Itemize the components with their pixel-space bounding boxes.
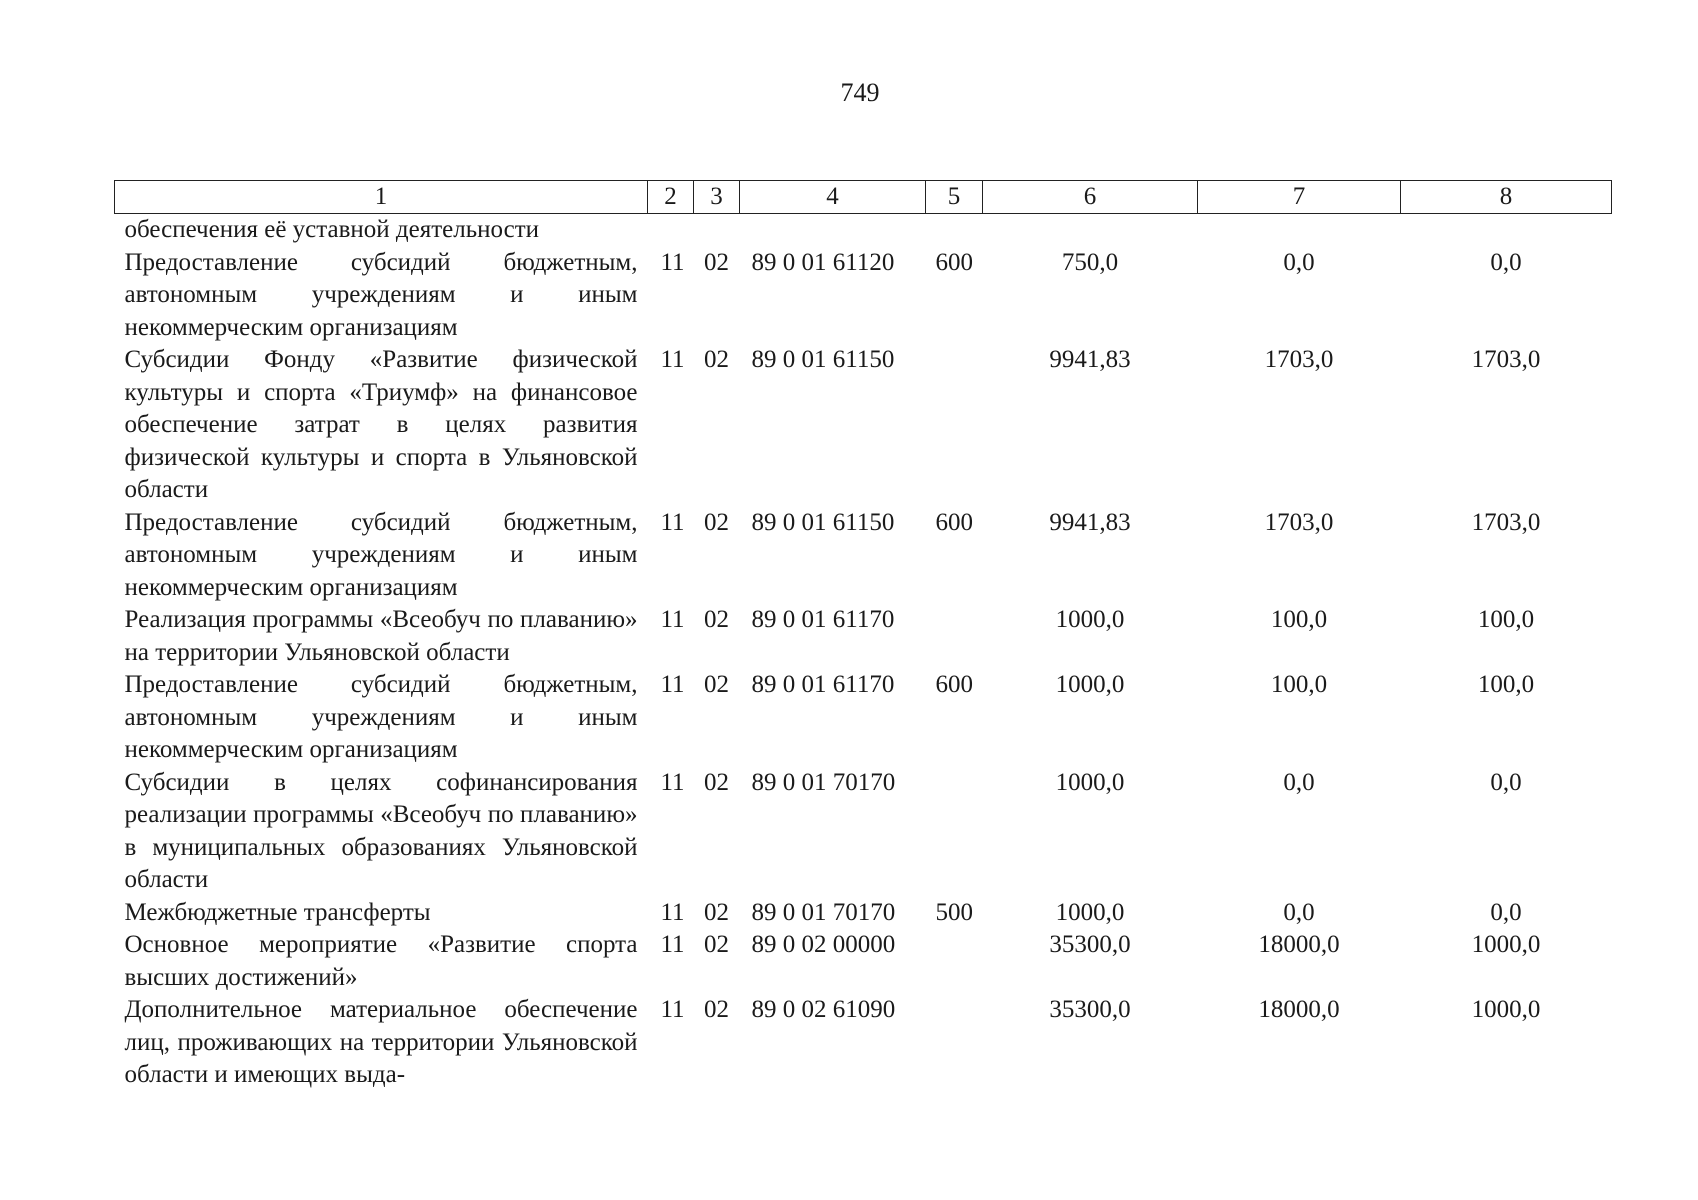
row-amount-8: 0,0 — [1490, 768, 1522, 796]
row-expense-type — [926, 214, 983, 247]
row-expense-type — [926, 604, 983, 669]
row-amount-6: 750,0 — [1061, 248, 1119, 276]
row-target-code: 89 0 01 70170 — [751, 768, 896, 796]
column-header-7: 7 — [1198, 181, 1401, 214]
column-header-1: 1 — [115, 181, 648, 214]
row-subsection: 02 — [704, 996, 729, 1023]
row-description: обеспечения её уставной деятельности — [124, 216, 540, 243]
row-description: Предоставление субсидий бюджетным, автономным учреждениям и иным некоммерческим организациям — [124, 508, 638, 601]
column-header-5: 5 — [926, 181, 983, 214]
row-description: Предоставление субсидий бюджетным, автономным учреждениям и иным некоммерческим организациям — [124, 248, 638, 341]
row-target-code: 89 0 01 70170 — [751, 898, 896, 926]
row-expense-type: 600 — [935, 508, 973, 536]
row-subsection: 02 — [704, 606, 729, 633]
row-expense-type — [926, 994, 983, 1092]
row-amount-8: 0,0 — [1490, 898, 1522, 926]
row-subsection: 02 — [704, 671, 729, 698]
row-section: 11 — [660, 346, 685, 373]
row-amount-7: 0,0 — [1283, 248, 1315, 276]
table-row — [115, 344, 1612, 507]
row-subsection: 02 — [704, 768, 729, 796]
row-target-code: 89 0 02 00000 — [751, 931, 896, 958]
row-section: 11 — [660, 931, 685, 958]
table-row — [115, 897, 1612, 930]
column-header-8: 8 — [1401, 181, 1612, 214]
row-subsection: 02 — [704, 898, 729, 926]
row-expense-type: 600 — [935, 671, 973, 698]
row-target-code: 89 0 01 61150 — [751, 508, 895, 536]
row-subsection — [694, 214, 740, 247]
row-section: 11 — [660, 508, 685, 536]
row-expense-type — [926, 344, 983, 507]
table-row — [115, 247, 1612, 345]
row-subsection: 02 — [704, 346, 729, 373]
row-amount-7: 0,0 — [1283, 898, 1315, 926]
row-section: 11 — [660, 898, 685, 926]
row-amount-7: 18000,0 — [1258, 996, 1340, 1023]
row-amount-8: 1703,0 — [1471, 508, 1541, 536]
row-section: 11 — [660, 606, 685, 633]
row-section: 11 — [660, 996, 685, 1023]
row-section: 11 — [660, 671, 685, 698]
table-row — [115, 507, 1612, 605]
row-expense-type — [926, 929, 983, 994]
row-amount-8 — [1401, 214, 1612, 247]
row-amount-8: 100,0 — [1477, 606, 1535, 633]
row-target-code: 89 0 01 61170 — [751, 671, 895, 698]
column-header-2: 2 — [648, 181, 694, 214]
row-target-code: 89 0 01 61150 — [751, 346, 895, 373]
row-amount-7: 0,0 — [1283, 768, 1315, 796]
row-amount-6: 35300,0 — [1049, 996, 1131, 1023]
row-amount-6: 1000,0 — [1055, 606, 1125, 633]
row-amount-6: 1000,0 — [1055, 671, 1125, 698]
row-amount-7: 100,0 — [1270, 606, 1328, 633]
column-header-4: 4 — [740, 181, 926, 214]
table-row — [115, 214, 1612, 247]
row-description: Дополнительное материальное обеспечение лиц, проживающих на территории Ульяновской области и имеющих выда- — [124, 996, 638, 1088]
row-amount-7: 100,0 — [1270, 671, 1328, 698]
table-row — [115, 669, 1612, 767]
header-row — [115, 181, 1612, 214]
row-section — [648, 214, 694, 247]
row-amount-8: 0,0 — [1490, 248, 1522, 276]
row-expense-type: 500 — [935, 898, 973, 926]
row-subsection: 02 — [704, 508, 729, 536]
row-amount-8: 1000,0 — [1471, 931, 1541, 958]
row-description: Субсидии Фонду «Развитие физической культуры и спорта «Триумф» на финансовое обеспечение затрат в целях развития физической культуры и спорта в Ульяновской области — [124, 346, 638, 503]
row-expense-type: 600 — [935, 248, 973, 276]
row-amount-6: 1000,0 — [1055, 898, 1125, 926]
row-amount-6: 35300,0 — [1049, 931, 1131, 958]
page-number: 749 — [840, 78, 880, 107]
row-target-code — [740, 214, 926, 247]
row-description: Предоставление субсидий бюджетным, автономным учреждениям и иным некоммерческим организациям — [124, 671, 638, 763]
row-description: Реализация программы «Всеобуч по плаванию» на территории Ульяновской области — [124, 606, 638, 666]
row-amount-7: 18000,0 — [1258, 931, 1340, 958]
table-row — [115, 929, 1612, 994]
table-row — [115, 604, 1612, 669]
row-amount-6 — [983, 214, 1198, 247]
row-amount-6: 1000,0 — [1055, 768, 1125, 796]
row-description: Субсидии в целях софинансирования реализации программы «Всеобуч по плаванию» в муниципальных образованиях Ульяновской области — [124, 768, 638, 893]
table-body — [115, 214, 1612, 1092]
row-target-code: 89 0 02 61090 — [751, 996, 896, 1023]
row-target-code: 89 0 01 61170 — [751, 606, 895, 633]
table-header — [115, 181, 1612, 214]
row-description: Межбюджетные трансферты — [124, 898, 431, 926]
row-section: 11 — [660, 768, 685, 796]
row-subsection: 02 — [704, 248, 729, 276]
row-amount-8: 1000,0 — [1471, 996, 1541, 1023]
budget-table — [114, 180, 1612, 1092]
row-expense-type — [926, 767, 983, 897]
row-amount-8: 100,0 — [1477, 671, 1535, 698]
table-row — [115, 767, 1612, 897]
column-header-3: 3 — [694, 181, 740, 214]
row-target-code: 89 0 01 61120 — [751, 248, 895, 276]
row-amount-7 — [1198, 214, 1401, 247]
row-amount-7: 1703,0 — [1264, 508, 1334, 536]
row-amount-6: 9941,83 — [1049, 508, 1131, 536]
row-subsection: 02 — [704, 931, 729, 958]
row-section: 11 — [660, 248, 685, 276]
row-description: Основное мероприятие «Развитие спорта высших достижений» — [124, 931, 638, 991]
row-amount-7: 1703,0 — [1264, 346, 1334, 373]
row-amount-6: 9941,83 — [1049, 346, 1131, 373]
table-row — [115, 994, 1612, 1092]
column-header-6: 6 — [983, 181, 1198, 214]
row-amount-8: 1703,0 — [1471, 346, 1541, 373]
